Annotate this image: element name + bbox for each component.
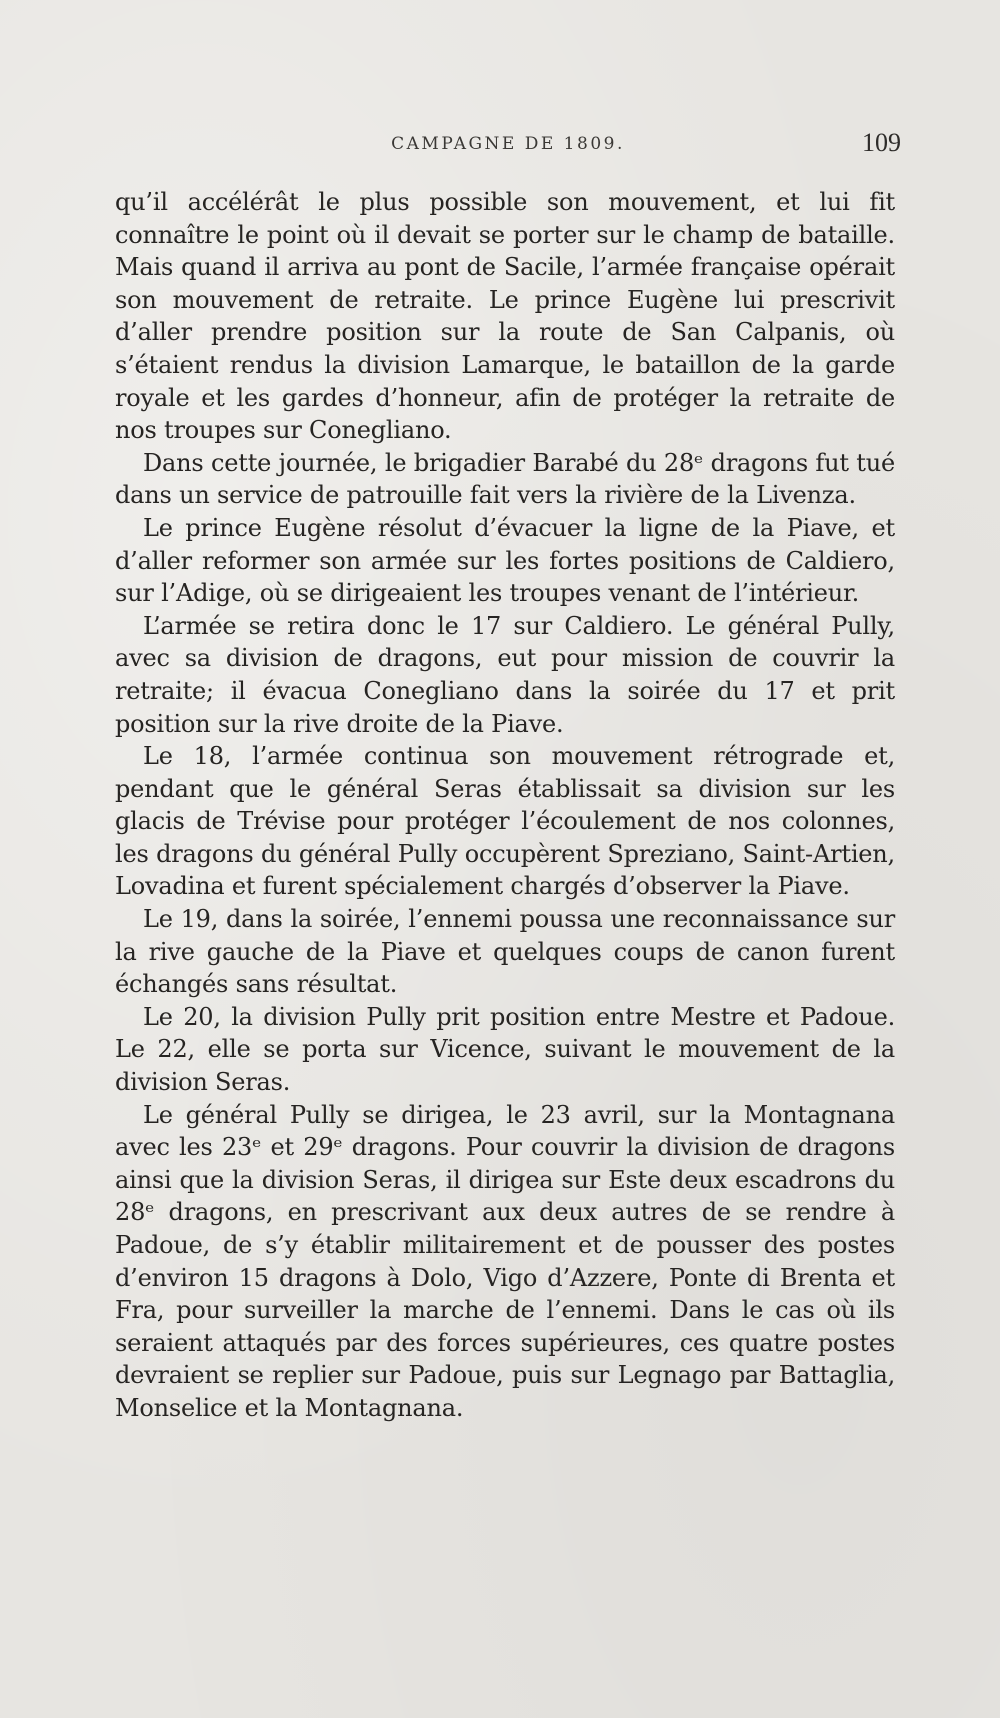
- page-number: 109: [862, 128, 901, 157]
- paragraph: Le général Pully se dirigea, le 23 avril, sur la Montagnana avec les 23ᵉ et 29ᵉ dragons. Pour couvrir la division de dragons ainsi que la division Seras, il dirigea sur Este deux escadrons du 28ᵉ dragons, en prescrivant aux deux autres de se rendre à Padoue, de s’y établir militairement et de pousser des postes d’environ 15 dragons à Dolo, Vigo d’Azzere, Ponte di Brenta et Fra, pour surveiller la marche de l’ennemi. Dans le cas où ils seraient attaqués par des forces supérieures, ces quatre postes devraient se replier sur Padoue, puis sur Legnago par Battaglia, Monselice et la Montagnana.: [115, 1100, 895, 1422]
- running-head: CAMPAGNE DE 1809.: [391, 134, 625, 154]
- paragraph: Le prince Eugène résolut d’évacuer la ligne de la Piave, et d’aller reformer son armée sur les fortes positions de Caldiero, sur l’Adige, où se dirigeaient les troupes venant de l’intérieur.: [115, 513, 895, 608]
- paragraph: Le 19, dans la soirée, l’ennemi poussa une reconnaissance sur la rive gauche de la Piave et quelques coups de canon furent échangés sans résultat.: [115, 905, 895, 999]
- body-text: [115, 186, 895, 1425]
- paragraph: Le 20, la division Pully prit position entre Mestre et Padoue. Le 22, elle se porta sur Vicence, suivant le mouvement de la division Seras.: [115, 1002, 895, 1097]
- paragraph: L’armée se retira donc le 17 sur Caldiero. Le général Pully, avec sa division de dragons, eut pour mission de couvrir la retraite; il évacua Conegliano dans la soirée du 17 et prit position sur la rive droite de la Piave.: [115, 611, 895, 738]
- paragraph: Le 18, l’armée continua son mouvement rétrograde et, pendant que le général Seras établissait sa division sur les glacis de Trévise pour protéger l’écoulement de nos colonnes, les dragons du général Pully occupèrent Spreziano, Saint-Artien, Lovadina et furent spécialement chargés d’observer la Piave.: [115, 742, 895, 901]
- paragraph: Dans cette journée, le brigadier Barabé du 28ᵉ dragons fut tué dans un service de patrouille fait vers la rivière de la Livenza.: [115, 448, 895, 510]
- paragraph: qu’il accélérât le plus possible son mouvement, et lui fit connaître le point où il devait se porter sur le champ de bataille. Mais quand il arriva au pont de Sacile, l’armée française opérait son mouvement de retraite. Le prince Eugène lui prescrivit d’aller prendre position sur la route de San Calpanis, où s’étaient rendus la division Lamarque, le bataillon de la garde royale et les gardes d’honneur, afin de protéger la retraite de nos troupes sur Conegliano.: [115, 188, 895, 445]
- page-header: [115, 128, 901, 168]
